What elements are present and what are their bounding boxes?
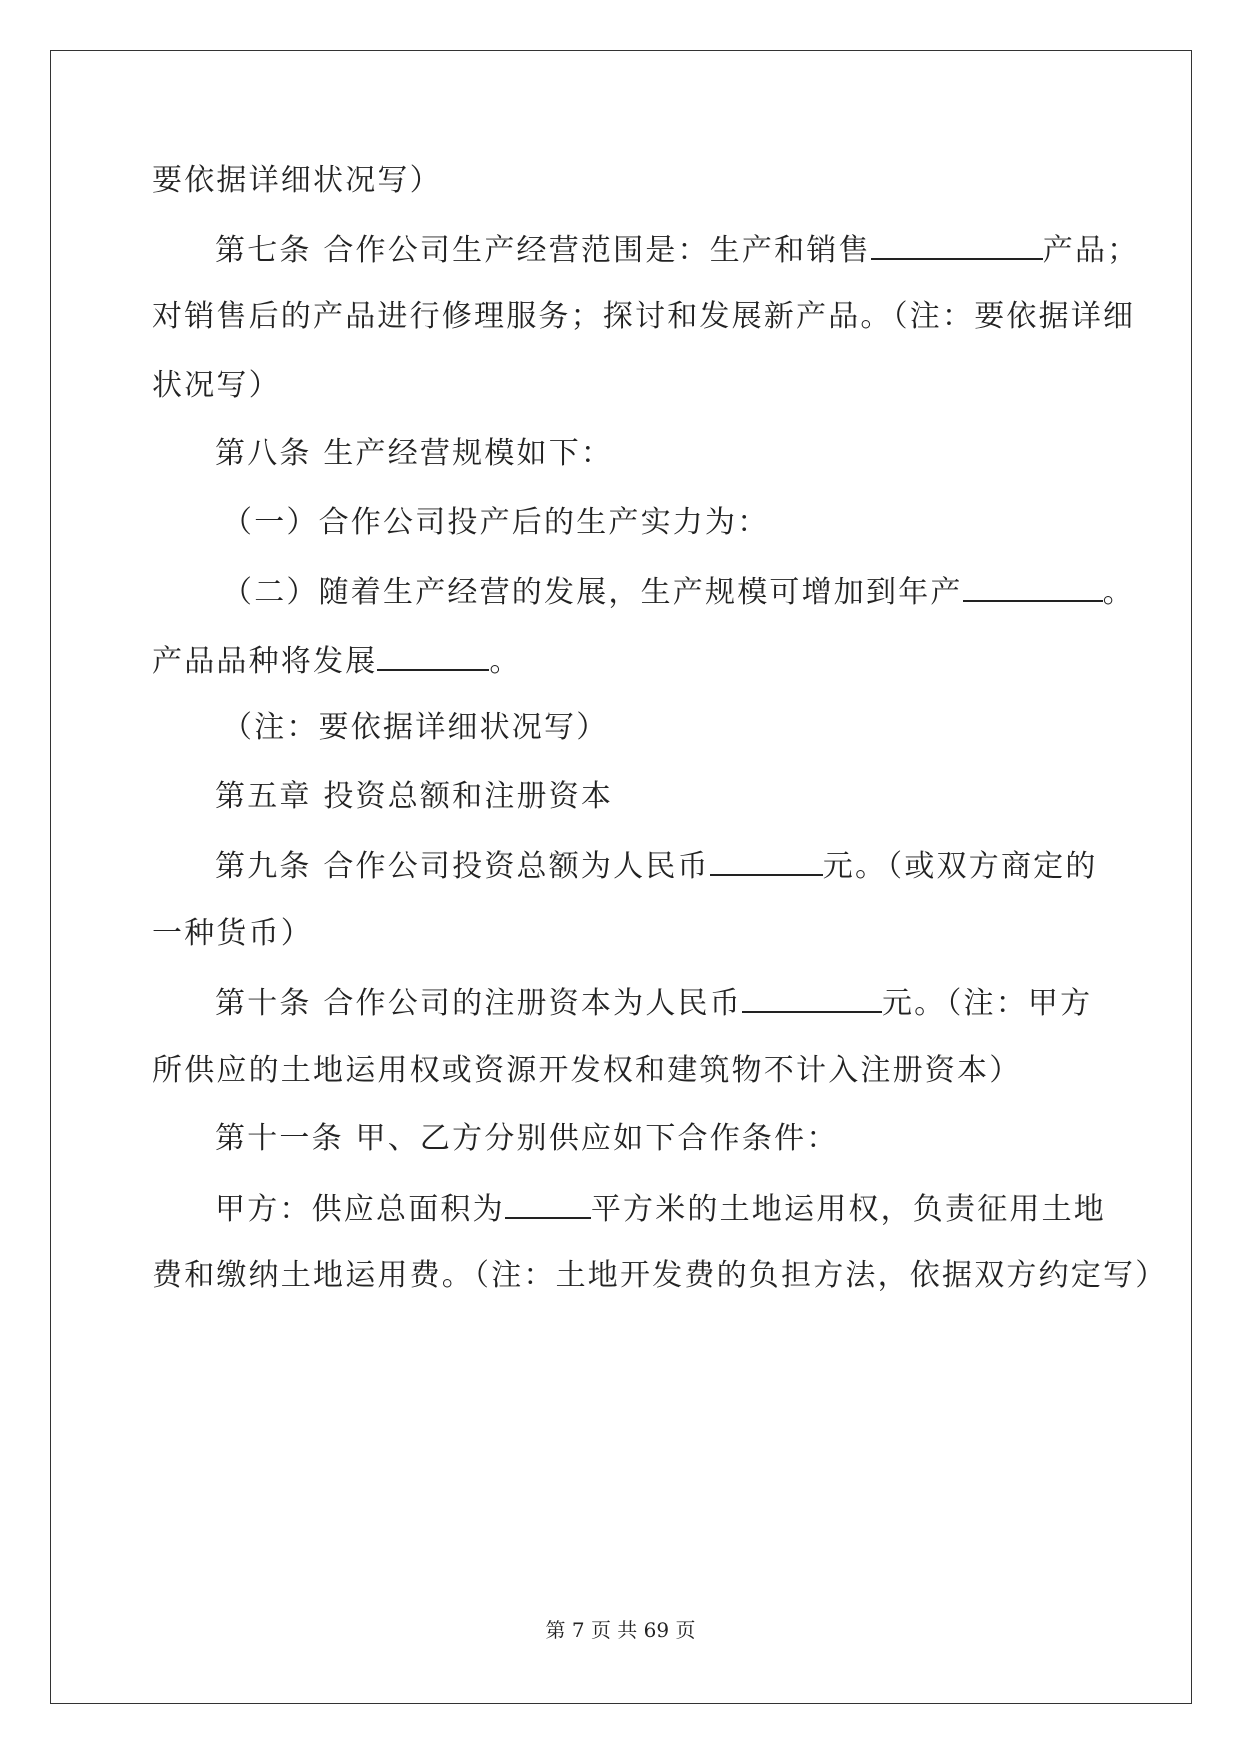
paragraph-line: 一种货币） bbox=[152, 916, 313, 951]
article-text: 。 bbox=[489, 644, 522, 679]
article-10-line bbox=[215, 981, 1092, 1022]
article-text: 平方米的土地运用权，负责征用土地 bbox=[590, 1192, 1107, 1227]
article-text: 元。（注：甲方 bbox=[881, 986, 1093, 1021]
paragraph-line: 要依据详细状况写） bbox=[152, 163, 442, 198]
article-text: 产品； bbox=[1042, 233, 1140, 268]
article-text: 元。（或双方商定的 bbox=[822, 849, 1098, 884]
note-line: （注：要依据详细状况写） bbox=[222, 710, 609, 745]
paragraph-line bbox=[152, 639, 522, 680]
article-text: （二）随着生产经营的发展，生产规模可增加到年产 bbox=[222, 575, 963, 610]
fill-in-blank bbox=[710, 844, 823, 876]
page-footer: 第 7 页 共 69 页 bbox=[545, 1618, 696, 1642]
article-text: 甲方：供应总面积为 bbox=[215, 1192, 505, 1227]
fill-in-blank bbox=[377, 639, 489, 671]
list-item bbox=[222, 570, 1135, 611]
fill-in-blank bbox=[505, 1187, 591, 1219]
article-text: 第十条 合作公司的注册资本为人民币 bbox=[215, 986, 742, 1021]
article-8-heading: 第八条 生产经营规模如下： bbox=[215, 436, 614, 471]
paragraph-line: 状况写） bbox=[152, 368, 281, 403]
paragraph-line: 所供应的土地运用权或资源开发权和建筑物不计入注册资本） bbox=[152, 1053, 1022, 1088]
article-text: 。 bbox=[1102, 575, 1135, 610]
party-a-line bbox=[215, 1187, 1106, 1228]
list-item: （一）合作公司投产后的生产实力为： bbox=[222, 505, 770, 540]
paragraph-line: 费和缴纳土地运用费。（注：土地开发费的负担方法，依据双方约定写） bbox=[152, 1258, 1168, 1293]
fill-in-blank bbox=[871, 228, 1043, 260]
article-11-heading: 第十一条 甲、乙方分别供应如下合作条件： bbox=[215, 1121, 839, 1156]
article-7-line bbox=[215, 228, 1139, 269]
article-text: 第九条 合作公司投资总额为人民币 bbox=[215, 849, 710, 884]
article-text: 产品品种将发展 bbox=[152, 644, 378, 679]
article-text: 第七条 合作公司生产经营范围是：生产和销售 bbox=[215, 233, 871, 268]
fill-in-blank bbox=[742, 981, 882, 1013]
fill-in-blank bbox=[963, 570, 1103, 602]
paragraph-line: 对销售后的产品进行修理服务；探讨和发展新产品。（注：要依据详细 bbox=[152, 299, 1136, 334]
chapter-heading: 第五章 投资总额和注册资本 bbox=[215, 779, 614, 814]
article-9-line bbox=[215, 844, 1098, 885]
